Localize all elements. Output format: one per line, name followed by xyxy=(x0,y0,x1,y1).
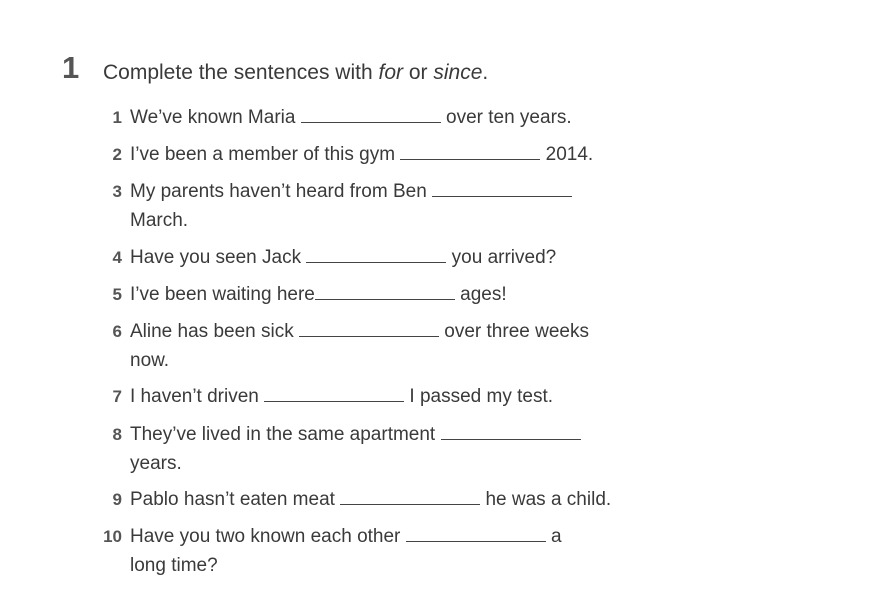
item-text-after: ages! xyxy=(454,284,507,305)
item-text-after: over ten years. xyxy=(440,107,572,128)
item-text-after: a xyxy=(545,526,562,547)
item-text-before: I’ve been waiting here xyxy=(130,284,315,305)
item-line xyxy=(130,522,562,551)
answer-blank[interactable] xyxy=(315,281,455,300)
instruction-text-before: Complete the sentences with xyxy=(103,61,379,84)
item-number: 8 xyxy=(112,425,122,444)
item-text-before: They’ve lived in the same apartment xyxy=(130,424,441,445)
item-text-before: Have you two known each other xyxy=(130,526,406,547)
answer-blank[interactable] xyxy=(400,141,540,160)
item-text-after: you arrived? xyxy=(446,247,557,268)
instruction-text-after: . xyxy=(482,61,489,84)
answer-blank[interactable] xyxy=(301,104,441,123)
answer-blank[interactable] xyxy=(441,421,581,440)
answer-blank[interactable] xyxy=(340,486,480,505)
item-line xyxy=(130,420,581,449)
item-line xyxy=(130,280,507,309)
instruction-text-middle: or xyxy=(403,61,434,84)
item-number: 4 xyxy=(112,248,122,267)
item-number: 10 xyxy=(103,527,122,546)
item-number: 5 xyxy=(112,285,122,304)
item-text-before: My parents haven’t heard from Ben xyxy=(130,181,433,202)
item-line xyxy=(130,485,611,514)
item-second-line: years. xyxy=(130,453,182,474)
item-text-after: I passed my test. xyxy=(404,386,554,407)
answer-blank[interactable] xyxy=(432,178,572,197)
answer-blank[interactable] xyxy=(299,318,439,337)
item-text-after: over three weeks xyxy=(439,321,589,342)
answer-blank[interactable] xyxy=(264,383,404,402)
item-text-before: Have you seen Jack xyxy=(130,247,307,268)
exercise-number: 1 xyxy=(62,50,80,85)
item-second-line: now. xyxy=(130,350,170,371)
item-text-after: 2014. xyxy=(540,144,594,165)
item-number: 6 xyxy=(112,322,122,341)
item-number: 1 xyxy=(112,108,122,127)
answer-blank[interactable] xyxy=(406,523,546,542)
item-number: 3 xyxy=(112,182,122,201)
answer-blank[interactable] xyxy=(306,244,446,263)
item-line xyxy=(130,140,593,169)
item-text-before: We’ve known Maria xyxy=(130,107,301,128)
item-number: 7 xyxy=(112,387,122,406)
item-line xyxy=(130,382,553,411)
item-line xyxy=(130,177,572,206)
item-text-before: Pablo hasn’t eaten meat xyxy=(130,489,341,510)
item-text-before: I haven’t driven xyxy=(130,386,265,407)
item-line xyxy=(130,103,572,132)
exercise-instruction xyxy=(103,60,488,85)
item-number: 9 xyxy=(112,490,122,509)
item-second-line: long time? xyxy=(130,555,218,576)
item-line xyxy=(130,317,589,346)
item-text-after: he was a child. xyxy=(480,489,612,510)
item-number: 2 xyxy=(112,145,122,164)
item-second-line: March. xyxy=(130,210,189,231)
item-text-before: I’ve been a member of this gym xyxy=(130,144,401,165)
item-text-before: Aline has been sick xyxy=(130,321,299,342)
instruction-word-since: since xyxy=(433,61,483,84)
instruction-word-for: for xyxy=(378,61,403,84)
item-line xyxy=(130,243,556,272)
